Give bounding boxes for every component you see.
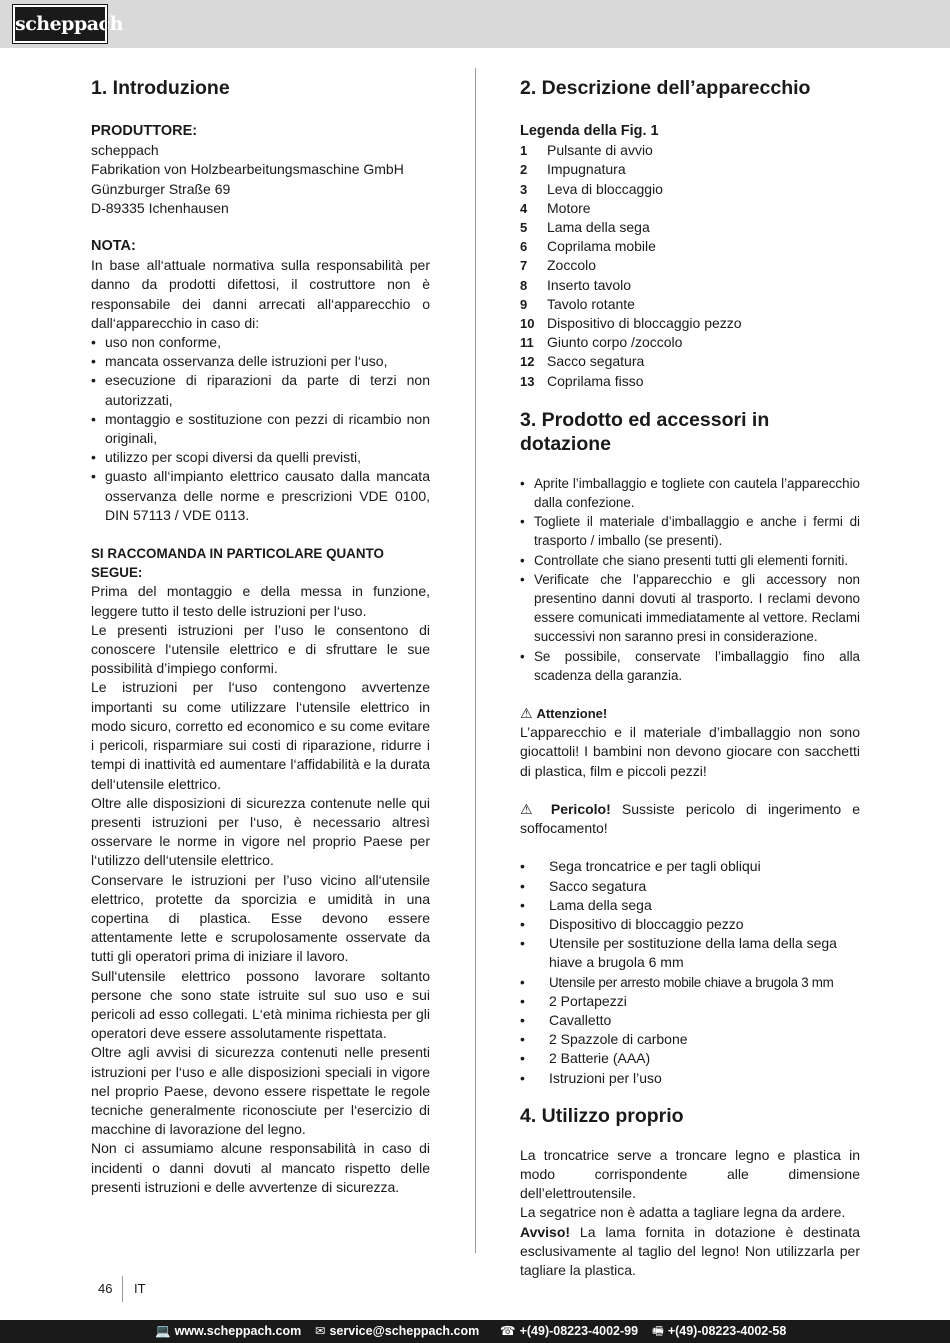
producer-line: Fabrikation von Holzbearbeitungsmaschine GmbH — [91, 161, 404, 178]
list-item: • Se possibile, conservate l’imballaggio fino alla scadenza della garanzia. — [520, 647, 860, 685]
producer-address — [91, 141, 430, 218]
list-item: • Utensile per sostituzione della lama della sega hiave a brugola 6 mm — [520, 934, 860, 972]
legend-number: 3 — [520, 181, 528, 197]
contact-bar — [0, 1320, 950, 1343]
legend-item — [520, 372, 860, 391]
legend-text: Tavolo rotante — [547, 295, 635, 312]
legend-item — [520, 141, 860, 160]
list-item: • guasto all‘impianto elettrico causato dalla mancata osservanza delle norme e prescrizioni VDE 0100, DIN 57113 / VDE 0113. — [91, 467, 430, 525]
danger-paragraph — [520, 800, 860, 838]
producer-line: D-89335 Ichenhausen — [91, 199, 229, 216]
legend-text: Inserto tavolo — [547, 276, 632, 293]
left-column — [91, 76, 430, 1197]
legend-list — [520, 141, 860, 391]
legend-text: Impugnatura — [547, 161, 626, 178]
legend-item — [520, 218, 860, 237]
legend-item — [520, 160, 860, 179]
list-item: • mancata osservanza delle istruzioni per l‘uso, — [91, 352, 430, 371]
danger-text: Sussiste pericolo di ingerimento e soffocamento! — [520, 800, 860, 837]
attention-label: Attenzione! — [536, 706, 608, 722]
legend-item — [520, 295, 860, 314]
list-item: • 2 Spazzole di carbone — [520, 1030, 860, 1049]
list-item: • uso non conforme, — [91, 333, 430, 352]
legend-item — [520, 333, 860, 352]
list-item: • esecuzione di riparazioni da parte di terzi non autorizzati, — [91, 371, 430, 409]
legend-number: 10 — [520, 316, 535, 332]
phone-item — [500, 1324, 638, 1339]
legend-item — [520, 352, 860, 371]
legend-number: 5 — [520, 220, 528, 236]
use-title: 4. Utilizzo proprio — [520, 1104, 684, 1127]
legend-text: Motore — [547, 199, 591, 216]
header-bar — [0, 0, 950, 48]
note-list — [91, 333, 430, 525]
legend-item — [520, 180, 860, 199]
legend-number: 13 — [520, 373, 535, 389]
page-number: 46 — [98, 1281, 113, 1296]
warning-triangle-icon: ⚠ — [520, 705, 533, 722]
legend-number: 4 — [520, 200, 528, 216]
list-item: • utilizzo per scopi diversi da quelli previsti, — [91, 448, 430, 467]
warning-triangle-icon: ⚠ — [520, 800, 540, 817]
list-item: • Istruzioni per l’uso — [520, 1069, 860, 1088]
list-item: • montaggio e sostituzione con pezzi di ricambio non originali, — [91, 410, 430, 448]
fax-item — [652, 1324, 786, 1339]
legend-item — [520, 237, 860, 256]
legend-text: Zoccolo — [547, 257, 597, 274]
list-item: • 2 Portapezzi — [520, 992, 860, 1011]
legend-label: Legenda della Fig. 1 — [520, 123, 659, 139]
advice-text: La lama fornita in dotazione è destinata esclusivamente al taglio del legno! Non utilizzarla per tagliare la plastica. — [520, 1223, 860, 1278]
legend-number: 9 — [520, 296, 528, 312]
legend-number: 2 — [520, 162, 528, 178]
paragraph: Oltre agli avvisi di sicurezza contenuti nelle presenti istruzioni per l‘uso e alle disposizioni speciali in vigore nel proprio Paese, devono essere rispettate le regole tecniche generalmente riconosciute per l‘esercizio di macchine di lavorazione del legno. — [91, 1044, 430, 1138]
advice-label: Avviso! — [520, 1223, 571, 1240]
paragraph: Oltre alle disposizioni di sicurezza contenute nelle qui presenti istruzioni per l‘uso, è necessario altresì osservare le norme in vigore nel proprio Paese per l‘utilizzo dell‘utensile elettrico. — [91, 794, 430, 869]
recommend-label: SI RACCOMANDA IN PARTICOLARE QUANTO SEGUE: — [91, 546, 384, 581]
phone-icon: ☎ — [500, 1324, 516, 1338]
description-title: 2. Descrizione dell’apparecchio — [520, 77, 811, 99]
use-paragraph: La segatrice non è adatta a tagliare legna da ardere. — [520, 1204, 846, 1221]
legend-item — [520, 256, 860, 275]
paragraph: Le istruzioni per l‘uso contengono avvertenze importanti su come utilizzare l‘utensile elettrico in modo sicuro, corretto ed economico e su come evitare i pericoli, risparmiare sui costi di riparazione, ridurre i tempi di inattività ed aumentare l‘affidabilità e la durata dell‘utensile elettrico. — [91, 679, 430, 792]
paragraph: Prima del montaggio e della messa in funzione, leggere tutto il testo delle istruzioni per l‘uso. — [91, 583, 430, 619]
list-item: • Verificate che l’apparecchio e gli accessory non presentino danni dovuti al trasporto. I reclami devono essere comunicati immediatamente al vettore. Reclami successivi non saranno presi in considerazione. — [520, 570, 860, 647]
list-item: • Togliete il materiale d’imballaggio e anche i fermi di trasporto / imballo (se presenti). — [520, 512, 860, 550]
legend-item — [520, 276, 860, 295]
legend-number: 12 — [520, 354, 535, 370]
legend-text: Lama della sega — [547, 219, 650, 236]
scope-title: 3. Prodotto ed accessori in dotazione — [520, 408, 770, 455]
laptop-icon: 💻 — [155, 1324, 171, 1338]
phone-number: +(49)-08223-4002-99 — [519, 1324, 639, 1338]
legend-number: 8 — [520, 277, 528, 293]
legend-text: Giunto corpo /zoccolo — [547, 334, 683, 351]
delivery-list — [520, 857, 860, 1087]
legend-number: 7 — [520, 258, 528, 274]
producer-label: PRODUTTORE: — [91, 123, 198, 139]
fax-icon: 🖷 — [652, 1324, 664, 1338]
legend-number: 6 — [520, 239, 528, 255]
use-paragraph: La troncatrice serve a troncare legno e plastica in modo corrispondente alle dimensione dell’elettroutensile. — [520, 1146, 860, 1202]
list-item: • Dispositivo di bloccaggio pezzo — [520, 915, 860, 934]
legend-number: 1 — [520, 143, 528, 159]
intro-title: 1. Introduzione — [91, 77, 230, 99]
note-text: In base all‘attuale normativa sulla responsabilità per danno da prodotti difettosi, il costruttore non è responsabile dei danni arrecati all‘apparecchio o dall‘apparecchio in caso di: — [91, 257, 430, 331]
advice-paragraph — [520, 1223, 860, 1281]
email-item[interactable] — [315, 1324, 479, 1339]
footer-divider — [122, 1276, 123, 1302]
list-item: • Sacco segatura — [520, 877, 860, 896]
producer-line: scheppach — [91, 142, 159, 159]
list-item: • Utensile per arresto mobile chiave a brugola 3 mm — [520, 973, 860, 992]
website-link[interactable]: www.scheppach.com — [174, 1324, 302, 1338]
list-item: • Sega troncatrice e per tagli obliqui — [520, 857, 860, 876]
list-item: • Controllate che siano presenti tutti gli elementi forniti. — [520, 551, 860, 570]
danger-label: Pericolo! — [550, 800, 611, 817]
list-item: • 2 Batterie (AAA) — [520, 1049, 860, 1068]
language-code: IT — [134, 1281, 146, 1296]
scope-list — [520, 474, 860, 685]
column-divider — [475, 68, 476, 1253]
website-item[interactable] — [155, 1324, 301, 1339]
attention-heading — [520, 704, 860, 723]
legend-text: Sacco segatura — [547, 353, 645, 370]
legend-text: Coprilama mobile — [547, 238, 656, 255]
brand-logo: scheppach — [13, 5, 107, 43]
legend-item — [520, 199, 860, 218]
list-item: • Aprite l’imballaggio e togliete con cautela l’apparecchio dalla confezione. — [520, 474, 860, 512]
attention-text: L’apparecchio e il materiale d’imballaggio non sono giocattoli! I bambini non devono giocare con sacchetti di plastica, film e piccoli pezzi! — [520, 724, 860, 779]
producer-line: Günzburger Straße 69 — [91, 180, 231, 197]
right-column — [520, 76, 860, 1280]
legend-text: Leva di bloccaggio — [547, 180, 663, 197]
envelope-icon: ✉ — [315, 1324, 326, 1338]
paragraph: Le presenti istruzioni per l’uso le consentono di conoscere l‘utensile elettrico e di sfruttare le sue possibilità d’impiego conformi. — [91, 621, 430, 677]
fax-number: +(49)-08223-4002-58 — [667, 1324, 787, 1338]
note-label: NOTA: — [91, 238, 136, 255]
list-item: • Lama della sega — [520, 896, 860, 915]
legend-item — [520, 314, 860, 333]
legend-text: Pulsante di avvio — [547, 142, 653, 159]
paragraph: Sull‘utensile elettrico possono lavorare soltanto persone che sono state istruite sul suo uso e sui pericoli ad esso collegati. L‘età minima richiesta per gli operatori deve essere assolutamente rispettata. — [91, 967, 430, 1042]
legend-number: 11 — [520, 335, 534, 351]
email-link[interactable]: service@scheppach.com — [329, 1324, 480, 1338]
paragraph: Conservare le istruzioni per l’uso vicino all‘utensile elettrico, protette da sporcizia e umidità in una copertina di plastica. Esse devono essere attentamente lette e scrupolosamente osservate da tutti gli operatori prima di iniziare il lavoro. — [91, 871, 430, 965]
legend-text: Dispositivo di bloccaggio pezzo — [547, 315, 742, 332]
list-item: • Cavalletto — [520, 1011, 860, 1030]
legend-text: Coprilama fisso — [547, 372, 644, 389]
paragraph: Non ci assumiamo alcune responsabilità in caso di incidenti o danni dovuti al mancato rispetto delle presenti istruzioni e delle avvertenze di sicurezza. — [91, 1140, 430, 1195]
